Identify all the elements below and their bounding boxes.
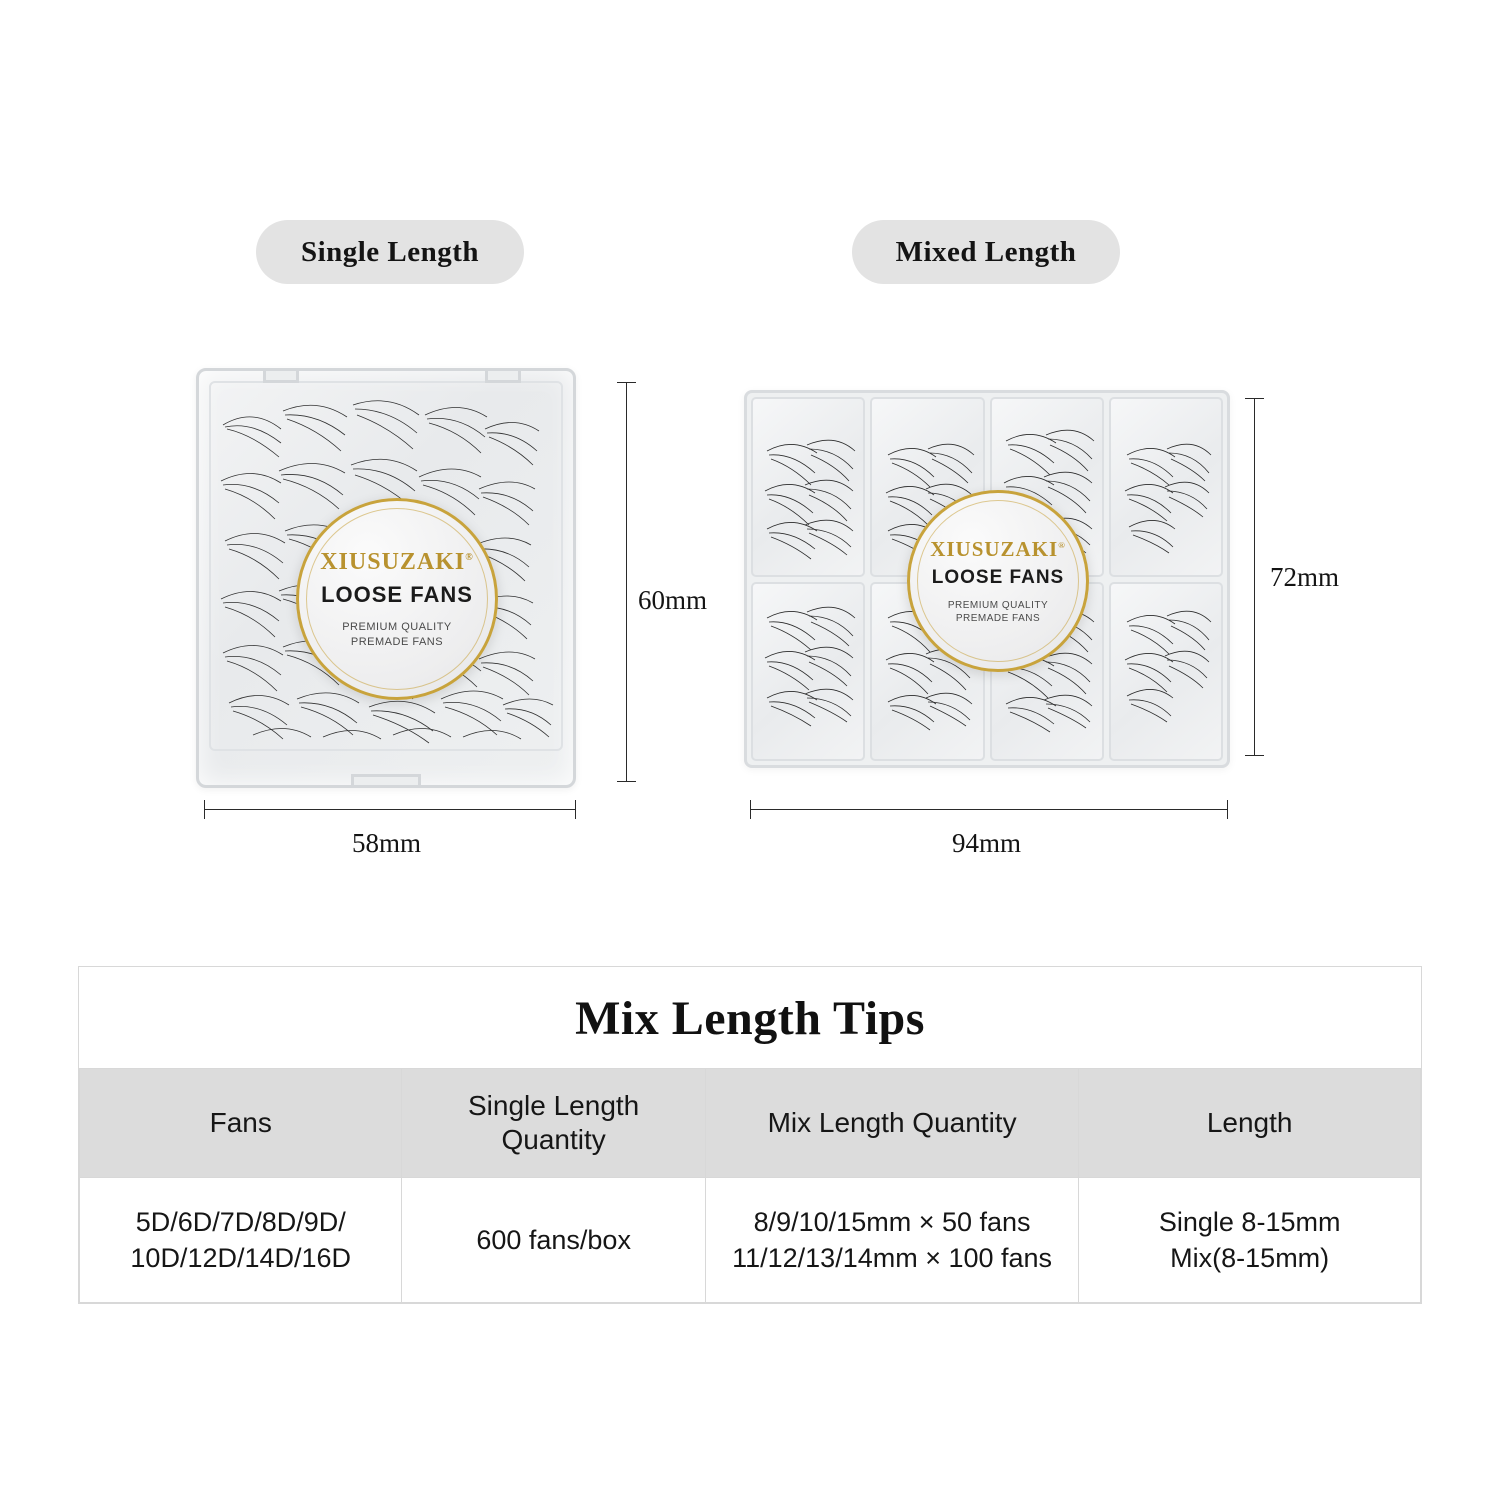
- cell-mix-length-quantity-line2: 11/12/13/14mm × 100 fans: [732, 1243, 1053, 1273]
- column-header-single-length-quantity: [402, 1069, 705, 1178]
- case-latch-icon: [351, 774, 421, 788]
- column-header-single-length-quantity-line2: Quantity: [501, 1124, 606, 1155]
- brand-label-mixed: [907, 490, 1089, 672]
- brand-tagline-line2: PREMADE FANS: [350, 635, 444, 648]
- brand-tagline-line1: PREMIUM QUALITY: [947, 599, 1049, 611]
- case-clip-right-icon: [485, 368, 521, 383]
- lash-fans-fill: [759, 421, 857, 569]
- case-compartment: [1109, 397, 1223, 577]
- lash-fans-fill: [759, 594, 857, 744]
- brand-tagline-line1: PREMIUM QUALITY: [342, 620, 452, 633]
- badge-single-length: [256, 220, 524, 284]
- cell-fans-line1: 5D/6D/7D/8D/9D/: [135, 1206, 346, 1237]
- badge-mixed-length-label: Mixed Length: [895, 235, 1077, 268]
- case-compartment: [751, 397, 865, 577]
- cell-single-length-quantity: 600 fans/box: [402, 1178, 705, 1303]
- dimension-label-mixed-width: 94mm: [952, 828, 1022, 858]
- cell-length: [1079, 1178, 1421, 1303]
- dimension-line-mixed-height: [1254, 398, 1255, 756]
- brand-tagline: [342, 620, 452, 650]
- cell-mix-length-quantity: [705, 1178, 1079, 1303]
- cell-length-line2: Mix(8-15mm): [1170, 1243, 1330, 1273]
- case-compartment: [751, 582, 865, 762]
- column-header-length: Length: [1079, 1069, 1421, 1178]
- table-row: [80, 1178, 1421, 1303]
- brand-tagline-line2: PREMADE FANS: [955, 613, 1041, 624]
- brand-name: XIUSUZAKI®: [930, 536, 1066, 561]
- table-header-row: [80, 1069, 1421, 1178]
- cell-length-line1: Single 8-15mm: [1158, 1206, 1341, 1237]
- lash-fans-fill: [1117, 433, 1215, 565]
- case-compartment: [1109, 582, 1223, 762]
- brand-product-name: LOOSE FANS: [321, 581, 473, 607]
- case-clip-left-icon: [263, 368, 299, 383]
- cell-fans-line2: 10D/12D/14D/16D: [130, 1243, 352, 1273]
- dimension-label-single-height: 60mm: [638, 585, 708, 615]
- dimension-line-single-width: [204, 809, 576, 810]
- table-title: Mix Length Tips: [575, 992, 925, 1045]
- dimension-line-mixed-width: [750, 809, 1228, 810]
- cell-mix-length-quantity-line1: 8/9/10/15mm × 50 fans: [753, 1206, 1031, 1237]
- product-image-single-length: [196, 368, 576, 788]
- cell-fans: [80, 1178, 402, 1303]
- dimension-line-single-height: [626, 382, 627, 782]
- dimension-label-mixed-height: 72mm: [1270, 562, 1340, 592]
- column-header-single-length-quantity-line1: Single Length: [468, 1090, 640, 1122]
- column-header-mix-length-quantity: Mix Length Quantity: [705, 1069, 1079, 1178]
- column-header-fans: Fans: [80, 1069, 402, 1178]
- brand-tagline: [948, 599, 1048, 626]
- badge-mixed-length: [852, 220, 1120, 284]
- product-image-mixed-length: [744, 390, 1230, 768]
- registered-mark: ®: [465, 551, 474, 563]
- brand-product-name: LOOSE FANS: [931, 566, 1065, 588]
- dimension-label-single-width: 58mm: [352, 828, 422, 858]
- mix-length-tips-table: [78, 966, 1422, 1304]
- brand-label-single: [296, 498, 498, 700]
- badge-single-length-label: Single Length: [300, 235, 480, 268]
- registered-mark: ®: [1058, 539, 1066, 550]
- brand-name: XIUSUZAKI®: [320, 548, 474, 575]
- lash-fans-fill: [1117, 598, 1215, 740]
